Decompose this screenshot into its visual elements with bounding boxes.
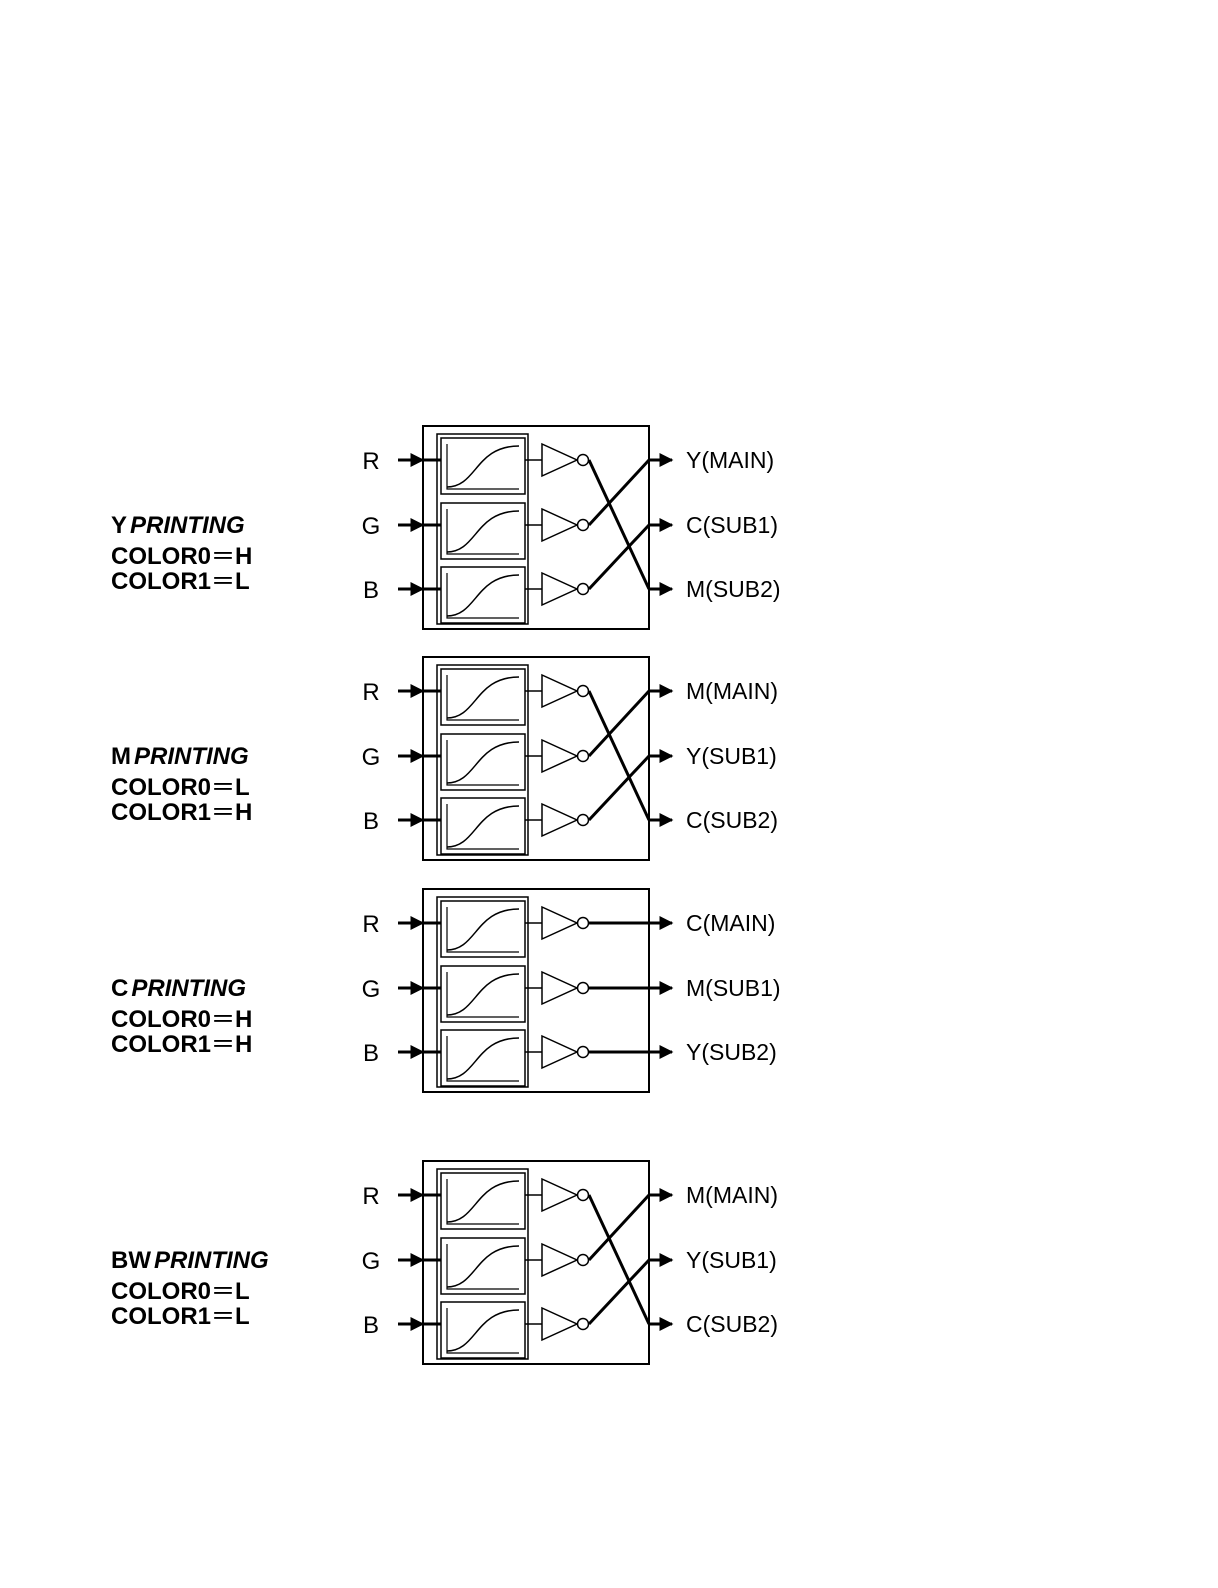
gamma-curve: [447, 677, 519, 718]
mode-word: PRINTING: [130, 512, 245, 539]
mode-name: Y: [111, 512, 128, 539]
output-label: M(MAIN): [686, 678, 778, 704]
lut-frame: [437, 897, 528, 1087]
input-label: B: [362, 808, 380, 835]
lut-frame: [437, 1169, 528, 1359]
lut-axes: [447, 1036, 519, 1081]
mode-name: M: [111, 743, 131, 770]
route-wire-cross: [589, 691, 649, 820]
route-wire-cross: [589, 691, 649, 756]
route-wire-cross: [589, 525, 649, 589]
lut-axes: [447, 444, 519, 489]
inverter-bubble: [578, 686, 589, 697]
lut-axes: [447, 509, 519, 554]
gamma-curve: [447, 575, 519, 616]
inverter-triangle: [542, 573, 577, 605]
route-wire-cross: [589, 460, 649, 525]
input-label: R: [362, 679, 380, 706]
gamma-curve: [447, 909, 519, 950]
panel-m-printing: [111, 657, 778, 860]
inverter-bubble: [578, 455, 589, 466]
inverter-bubble: [578, 584, 589, 595]
mode-word: PRINTING: [134, 743, 249, 770]
lut-axes: [447, 1179, 519, 1224]
condition-label: COLOR1＝L: [111, 1303, 250, 1330]
panel-y-printing: [111, 426, 781, 629]
input-label: B: [362, 577, 380, 604]
inverter-triangle: [542, 804, 577, 836]
condition-label: COLOR1＝H: [111, 1031, 253, 1058]
output-label: Y(SUB2): [686, 1039, 777, 1065]
inverter-bubble: [578, 520, 589, 531]
gamma-curve: [447, 974, 519, 1015]
lut-axes: [447, 804, 519, 849]
converter-box: [423, 657, 649, 860]
inverter-triangle: [542, 1036, 577, 1068]
mode-title: [111, 743, 249, 770]
inverter-triangle: [542, 1244, 577, 1276]
lut-axes: [447, 675, 519, 720]
output-label: M(SUB2): [686, 576, 781, 602]
route-wire-cross: [589, 1260, 649, 1324]
mode-name: C: [111, 975, 129, 1002]
converter-box: [423, 1161, 649, 1364]
inverter-bubble: [578, 918, 589, 929]
inverter-triangle: [542, 740, 577, 772]
inverter-triangle: [542, 444, 577, 476]
gamma-curve: [447, 1181, 519, 1222]
gamma-curve: [447, 742, 519, 783]
input-label: R: [362, 1183, 380, 1210]
output-label: C(MAIN): [686, 910, 776, 936]
inverter-triangle: [542, 509, 577, 541]
inverter-triangle: [542, 1308, 577, 1340]
gamma-curve: [447, 1310, 519, 1351]
lut-axes: [447, 907, 519, 952]
inverter-triangle: [542, 907, 577, 939]
mode-title: [111, 512, 245, 539]
lut-axes: [447, 972, 519, 1017]
condition-label: COLOR0＝L: [111, 774, 250, 801]
route-wire-cross: [589, 1195, 649, 1260]
lut-axes: [447, 573, 519, 618]
input-label: R: [362, 911, 380, 938]
inverter-bubble: [578, 815, 589, 826]
lut-axes: [447, 740, 519, 785]
output-label: Y(SUB1): [686, 1247, 777, 1273]
output-label: C(SUB1): [686, 512, 779, 538]
panel-bw-printing: [111, 1161, 778, 1364]
input-label: G: [361, 513, 381, 540]
condition-label: COLOR1＝H: [111, 799, 253, 826]
inverter-bubble: [578, 1319, 589, 1330]
lut-frame: [437, 434, 528, 624]
input-label: R: [362, 448, 380, 475]
mode-word: PRINTING: [153, 1247, 269, 1274]
inverter-triangle: [542, 675, 577, 707]
route-wire-cross: [589, 756, 649, 820]
inverter-bubble: [578, 1190, 589, 1201]
gamma-curve: [447, 446, 519, 487]
inverter-bubble: [578, 983, 589, 994]
condition-label: COLOR0＝H: [111, 543, 253, 570]
output-label: Y(SUB1): [686, 743, 777, 769]
mode-word: PRINTING: [131, 975, 247, 1002]
converter-box: [423, 889, 649, 1092]
input-label: G: [361, 744, 381, 771]
output-label: C(SUB2): [686, 807, 779, 833]
converter-box: [423, 426, 649, 629]
condition-label: COLOR0＝L: [111, 1278, 250, 1305]
output-label: Y(MAIN): [686, 447, 775, 473]
lut-frame: [437, 665, 528, 855]
inverter-bubble: [578, 1047, 589, 1058]
condition-label: COLOR1＝L: [111, 568, 250, 595]
input-label: G: [361, 976, 381, 1003]
panel-c-printing: [111, 889, 781, 1092]
input-label: G: [361, 1248, 381, 1275]
route-wire-cross: [589, 460, 649, 589]
condition-label: COLOR0＝H: [111, 1006, 253, 1033]
mode-title: [111, 1247, 269, 1274]
output-label: M(SUB1): [686, 975, 781, 1001]
lut-axes: [447, 1308, 519, 1353]
input-label: B: [362, 1040, 380, 1067]
gamma-curve: [447, 1038, 519, 1079]
gamma-curve: [447, 1246, 519, 1287]
output-label: C(SUB2): [686, 1311, 779, 1337]
inverter-triangle: [542, 972, 577, 1004]
inverter-triangle: [542, 1179, 577, 1211]
mode-name: BW: [111, 1247, 151, 1274]
input-label: B: [362, 1312, 380, 1339]
route-wire-cross: [589, 1195, 649, 1324]
lut-axes: [447, 1244, 519, 1289]
inverter-bubble: [578, 751, 589, 762]
gamma-curve: [447, 511, 519, 552]
inverter-bubble: [578, 1255, 589, 1266]
mode-title: [111, 975, 246, 1002]
output-label: M(MAIN): [686, 1182, 778, 1208]
gamma-curve: [447, 806, 519, 847]
